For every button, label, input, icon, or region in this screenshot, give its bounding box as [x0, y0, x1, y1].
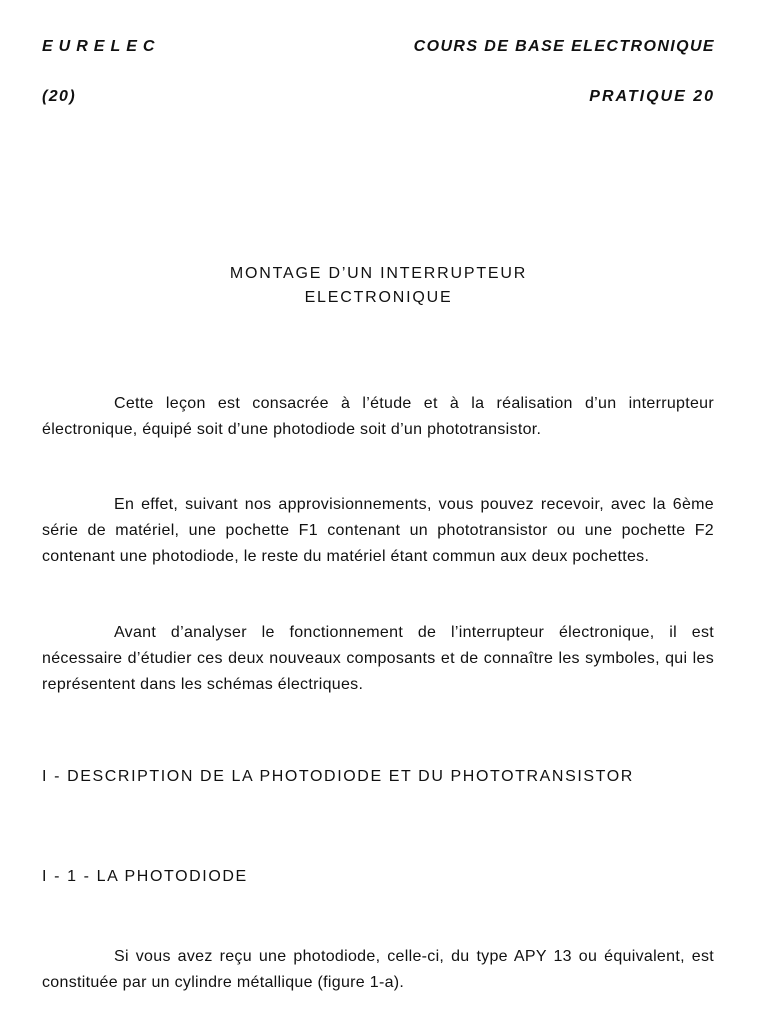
section-heading-photodiode: I - 1 - LA PHOTODIODE — [42, 868, 248, 885]
paragraph-2 — [42, 492, 714, 570]
title-line-2: ELECTRONIQUE — [304, 289, 453, 306]
paragraph-2-text: En effet, suivant nos approvisionnements, vous pouvez recevoir, avec la 6ème série de matériel, une pochette F1 contenant un phototransistor ou une pochette F2 contenant une photodiode, le reste du matériel étant commun aux deux pochettes. — [42, 496, 714, 565]
header-brand: EURELEC — [42, 38, 161, 55]
paragraph-3-text: Avant d’analyser le fonctionnement de l’interrupteur électronique, il est nécessaire d’étudier ces deux nouveaux composants et de connaître les symboles, qui les représentent dans les schémas électriques. — [42, 624, 714, 693]
paragraph-1-text: Cette leçon est consacrée à l’étude et à la réalisation d’un interrupteur électronique, équipé soit d’une photodiode soit d’un phototransistor. — [42, 395, 714, 438]
document-title — [0, 262, 757, 310]
header-lesson: PRATIQUE 20 — [589, 88, 715, 105]
paragraph-1 — [42, 391, 714, 443]
header-course-title: COURS DE BASE ELECTRONIQUE — [413, 38, 715, 55]
title-line-1: MONTAGE D’UN INTERRUPTEUR — [229, 265, 528, 282]
section-heading-description: I - DESCRIPTION DE LA PHOTODIODE ET DU PHOTOTRANSISTOR — [42, 768, 634, 785]
paragraph-4-text: Si vous avez reçu une photodiode, celle-ci, du type APY 13 ou équivalent, est constituée par un cylindre métallique (figure 1-a). — [42, 948, 714, 991]
paragraph-4 — [42, 944, 714, 996]
paragraph-3 — [42, 620, 714, 698]
header-page-number: (20) — [42, 88, 77, 105]
